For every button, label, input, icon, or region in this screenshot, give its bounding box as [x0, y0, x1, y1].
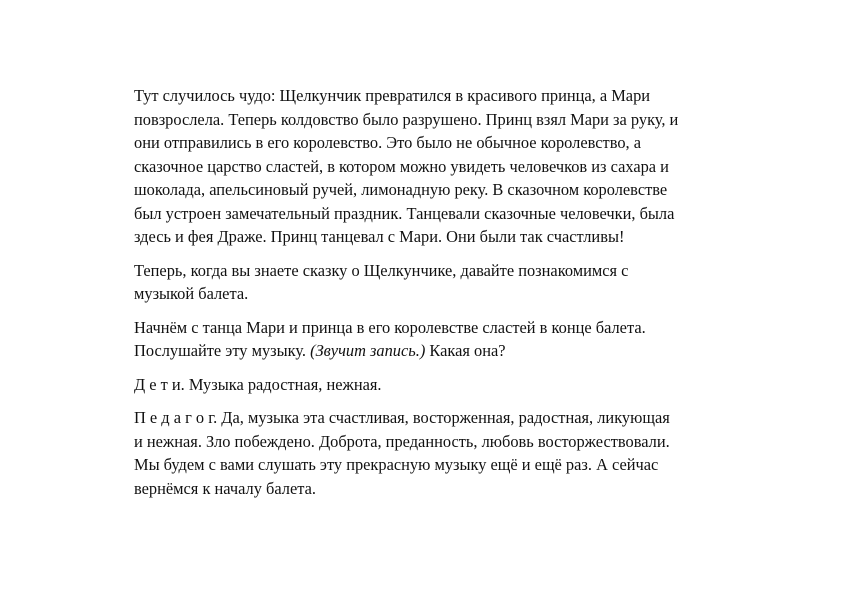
paragraph-teacher-reply	[134, 406, 744, 500]
text-segment: Музыка радостная, нежная.	[184, 374, 382, 394]
paragraph-listen	[134, 316, 744, 363]
text-line	[134, 339, 744, 363]
paragraph-story	[134, 84, 744, 249]
text-line: Начнём с танца Мари и принца в его королевстве сластей в конце балета.	[134, 317, 646, 337]
text-line: повзрослела. Теперь колдовство было разрушено. Принц взял Мари за руку, и	[134, 109, 679, 129]
text-line: они отправились в его королевство. Это было не обычное королевство, а	[134, 133, 641, 152]
speaker-label: Д е т и.	[134, 374, 185, 394]
text-line: шоколада, апельсиновый ручей, лимонадную реку. В сказочном королевстве	[134, 180, 668, 199]
text-line: сказочное царство сластей, в котором можно увидеть человечков из сахара и	[134, 156, 669, 176]
text-line: Тут случилось чудо: Щелкунчик превратился в красивого принца, а Мари	[134, 86, 651, 105]
text-line: музыкой балета.	[134, 284, 249, 303]
text-segment: Да, музыка эта счастливая, восторженная, радостная, ликующая	[217, 408, 670, 427]
text-segment: Послушайте эту музыку.	[134, 341, 311, 360]
document-text	[134, 84, 744, 500]
text-line: вернёмся к началу балета.	[134, 478, 316, 498]
speaker-label: П е д а г о г.	[134, 408, 218, 427]
paragraph-intro-music	[134, 259, 744, 306]
paragraph-children-reply	[134, 373, 744, 397]
stage-direction: (Звучит запись.)	[310, 341, 426, 360]
text-line: был устроен замечательный праздник. Танцевали сказочные человечки, была	[134, 203, 675, 223]
text-line: Мы будем с вами слушать эту прекрасную музыку ещё и ещё раз. А сейчас	[134, 455, 659, 474]
text-line	[134, 406, 744, 430]
text-line: Теперь, когда вы знаете сказку о Щелкунчике, давайте познакомимся с	[134, 260, 629, 280]
text-line: здесь и фея Драже. Принц танцевал с Мари. Они были так счастливы!	[134, 227, 625, 246]
text-segment: Какая она?	[425, 341, 506, 360]
text-line: и нежная. Зло побеждено. Доброта, преданность, любовь восторжествовали.	[134, 431, 670, 451]
text-line	[134, 373, 744, 397]
